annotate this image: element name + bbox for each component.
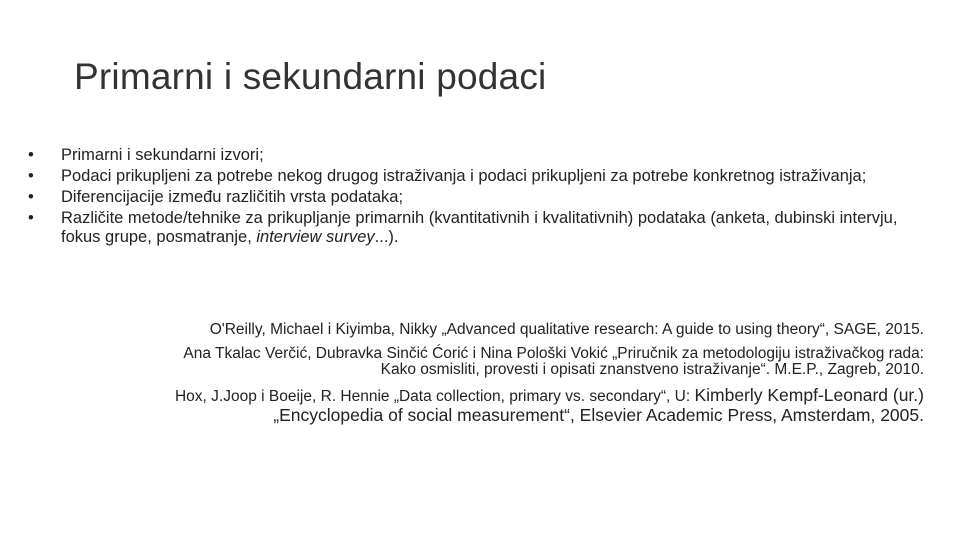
bullet-item bbox=[28, 209, 908, 247]
reference-item bbox=[24, 386, 924, 424]
reference-item bbox=[24, 346, 924, 378]
reference-line: „Encyclopedia of social measurement“, Elsevier Academic Press, Amsterdam, 2005. bbox=[273, 405, 924, 425]
bullet-dot: • bbox=[28, 188, 34, 206]
bullet-dot: • bbox=[28, 146, 34, 164]
bullet-text-italic: interview survey bbox=[256, 228, 375, 246]
bullet-text: Podaci prikupljeni za potrebe nekog drugog istraživanja i podaci prikupljeni za potrebe konkretnog istraživanja; bbox=[61, 167, 867, 185]
references bbox=[24, 322, 924, 432]
bullet-dot: • bbox=[28, 167, 34, 185]
slide-title: Primarni i sekundarni podaci bbox=[74, 56, 547, 97]
reference-line: O'Reilly, Michael i Kiyimba, Nikky „Advanced qualitative research: A guide to using theory“, SAGE, 2015. bbox=[209, 321, 924, 338]
bullet-text: Primarni i sekundarni izvori; bbox=[61, 146, 264, 164]
bullet-list bbox=[28, 146, 908, 249]
bullet-text-end: ...). bbox=[374, 228, 399, 246]
reference-line bbox=[24, 386, 924, 406]
reference-line: Kako osmisliti, provesti i opisati znanstveno istraživanje“. M.E.P., Zagreb, 2010. bbox=[380, 361, 924, 378]
bullet-item bbox=[28, 167, 908, 186]
bullet-text: Diferencijacije između različitih vrsta podataka; bbox=[61, 188, 404, 206]
bullet-dot: • bbox=[28, 209, 34, 227]
reference-editor: Kimberly Kempf-Leonard (ur.) bbox=[694, 385, 924, 405]
bullet-item bbox=[28, 146, 908, 165]
reference-text: Hox, J.Joop i Boeije, R. Hennie „Data collection, primary vs. secondary“, U: bbox=[174, 388, 695, 405]
bullet-item bbox=[28, 188, 908, 207]
reference-line: Ana Tkalac Verčić, Dubravka Sinčić Ćorić i Nina Pološki Vokić „Priručnik za metodologiju istraživačkog rada: bbox=[183, 345, 924, 362]
reference-item bbox=[24, 322, 924, 338]
bullet-text: Različite metode/tehnike za prikupljanje primarnih (kvantitativnih i kvalitativnih) podataka (anketa, dubinski intervju, fokus grupe, posmatranje, bbox=[61, 209, 898, 246]
